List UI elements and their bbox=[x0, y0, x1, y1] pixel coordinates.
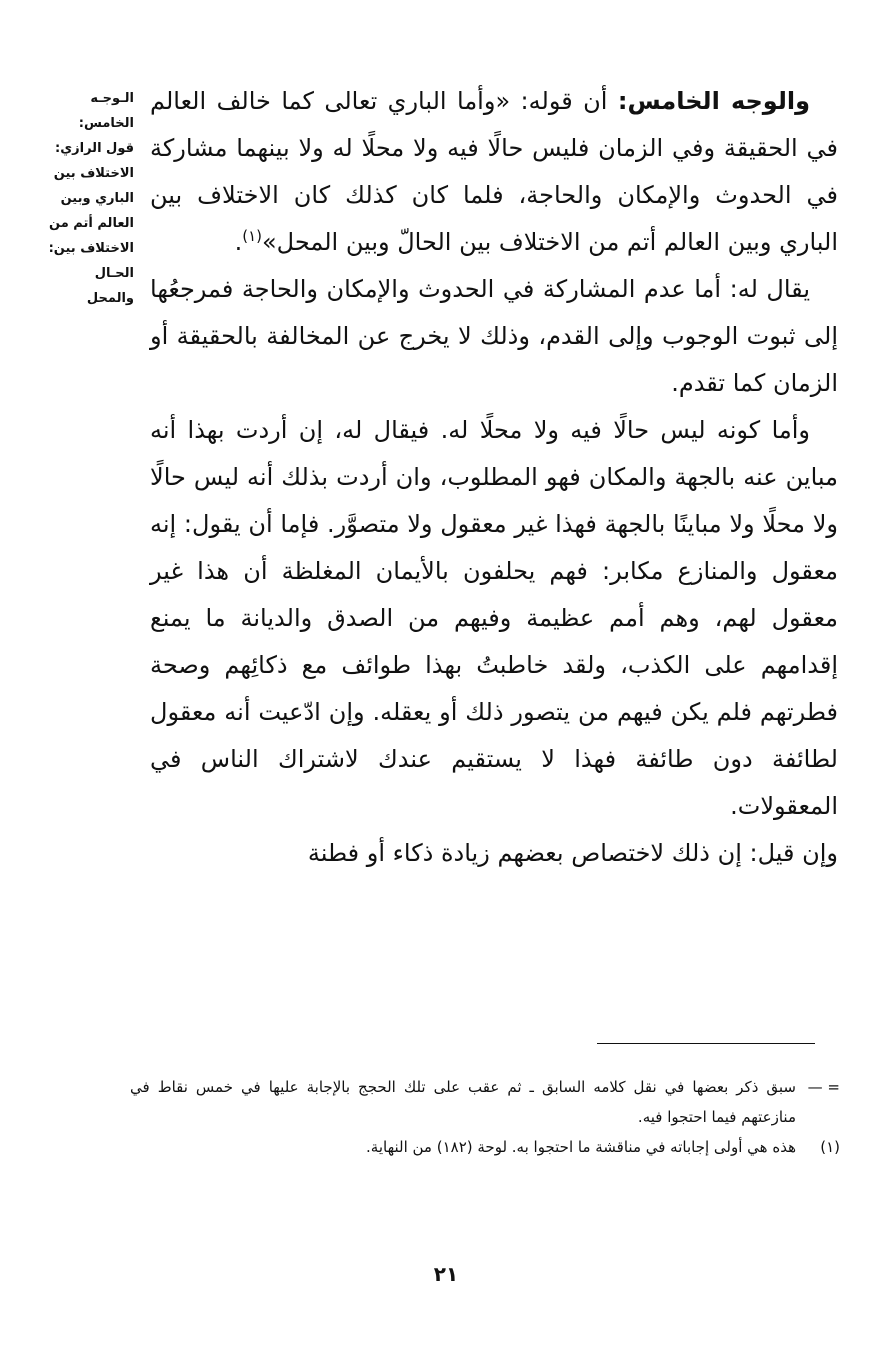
footnote bbox=[130, 1072, 840, 1132]
paragraph-text: أن قوله: «وأما الباري تعالى كما خالف العالم في الحقيقة وفي الزمان فليس حالًا فيه ولا محلًا له ولا بينهما مشاركة في الحدوث والإمكان والحاجة، فلما كان كذلك كان الاختلاف بين الباري وبين العالم أتم من الاختلاف بين الحالّ وبين المحل» bbox=[150, 87, 838, 256]
paragraph-end: . bbox=[234, 228, 243, 256]
page-number: ٢١ bbox=[433, 1262, 459, 1286]
footnote-separator bbox=[597, 1043, 815, 1044]
footnote-marker: = — bbox=[807, 1078, 840, 1096]
margin-note-line: الخامس: bbox=[78, 116, 134, 131]
margin-note-line: الاختلاف بين bbox=[53, 166, 134, 181]
margin-note-line: الباري وبين bbox=[60, 191, 134, 206]
paragraph bbox=[150, 78, 838, 266]
footnote bbox=[130, 1132, 840, 1162]
margin-note-line: الاختلاف بين: bbox=[48, 241, 134, 256]
section-lead: والوجه الخامس: bbox=[617, 87, 810, 115]
main-body-text bbox=[150, 78, 838, 877]
footnote-reference: (١) bbox=[242, 227, 262, 245]
margin-note-line: العالم أتم من bbox=[49, 216, 134, 231]
margin-note-line: قول الرازي: bbox=[55, 141, 134, 156]
footnote-text: هذه هي أولى إجاباته في مناقشة ما احتجوا به. لوحة (١٨٢) من النهاية. bbox=[366, 1138, 796, 1156]
footnote-marker: (١) bbox=[820, 1138, 840, 1156]
margin-note-line: والمحل bbox=[86, 291, 134, 306]
margin-note bbox=[28, 86, 134, 311]
paragraph: يقال له: أما عدم المشاركة في الحدوث والإمكان والحاجة فمرجعُها إلى ثبوت الوجوب وإلى القدم، وذلك لا يخرج عن المخالفة بالحقيقة أو الزمان كما تقدم. bbox=[150, 275, 838, 397]
paragraph: وأما كونه ليس حالًا فيه ولا محلًا له. فيقال له، إن أردت بهذا أنه مباين عنه بالجهة والمكان فهو المطلوب، وان أردت بذلك أنه ليس حالًا ولا محلًا ولا مباينًا بالجهة فهذا غير معقول ولا متصوَّر. فإما أن يقول: إنه معقول والمنازع مكابر: فهم يحلفون بالأيمان المغلظة أن هذا غير معقول لهم، وهم أمم عظيمة وفيهم من الصدق والديانة ما يمنع إقدامهم على الكذب، ولقد خاطبتُ بهذا طوائف مع ذكائِهم وصحة فطرتهم فلم يكن فيهم من يتصور ذلك أو يعقله. وإن ادّعيت أنه معقول لطائفة دون طائفة فهذا لا يستقيم عندك لاشتراك الناس في المعقولات. bbox=[150, 416, 838, 820]
footnotes bbox=[130, 1072, 840, 1162]
footnote-text: سبق ذكر بعضها في نقل كلامه السابق ـ ثم عقب على تلك الحجج بالإجابة عليها في خمس نقاط في منازعتهم فيما احتجوا فيه. bbox=[130, 1078, 796, 1126]
paragraph: وإن قيل: إن ذلك لاختصاص بعضهم زيادة ذكاء أو فطنة bbox=[307, 839, 838, 867]
margin-note-line: الحـال bbox=[94, 266, 134, 281]
margin-note-line: الـوجـه bbox=[90, 91, 134, 106]
